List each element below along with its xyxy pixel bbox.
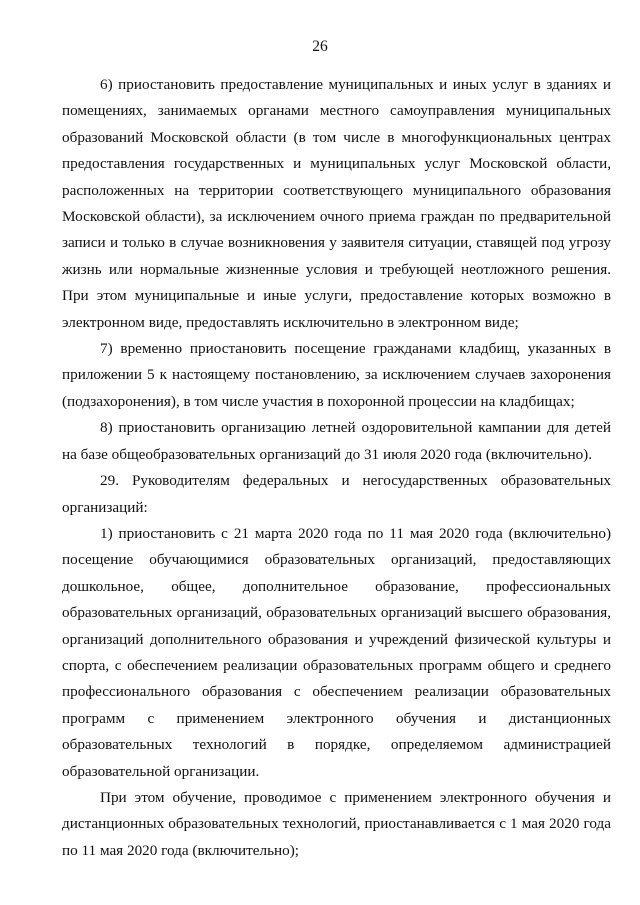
paragraph-item-8: 8) приостановить организацию летней оздоровительной кампании для детей на базе общеобразовательных организаций до 31 июля 2020 года (включительно). <box>62 419 611 463</box>
paragraph-note: При этом обучение, проводимое с применением электронного обучения и дистанционных образовательных технологий, приостанавливается с 1 мая 2020 года по 11 мая 2020 года (включительно); <box>62 788 611 859</box>
paragraph-item-7: 7) временно приостановить посещение гражданами кладбищ, указанных в приложении 5 к настоящему постановлению, за исключением случаев захоронения (подзахоронения), в том числе участия в похоронной процессии на кладбищах; <box>62 340 611 410</box>
paragraph-item-6: 6) приостановить предоставление муниципальных и иных услуг в зданиях и помещениях, занимаемых органами местного самоуправления муниципальных образований Московской области (в том числе в многофункциональных центрах предоставления государственных и муниципальных услуг Московской области, расположенных на территории соответствующего муниципального образования Московской области), за исключением очного приема граждан по предварительной записи и только в случае возникновения у заявителя ситуации, ставящей под угрозу жизнь или нормальные жизненные условия и требующей неотложного решения. При этом муниципальные и иные услуги, предоставление которых возможно в электронном виде, предоставлять исключительно в электронном виде; <box>62 76 611 331</box>
page-number: 26 <box>312 38 328 55</box>
document-body <box>62 72 611 864</box>
paragraph-item-1: 1) приостановить с 21 марта 2020 года по 11 мая 2020 года (включительно) посещение обучающимися образовательных организаций, предоставляющих дошкольное, общее, дополнительное образование, профессиональных образовательных организаций, образовательных организаций высшего образования, организаций дополнительного образования и учреждений физической культуры и спорта, с обеспечением реализации образовательных программ общего и среднего профессионального образования с обеспечением реализации образовательных программ с применением электронного обучения и дистанционных образовательных технологий в порядке, определяемом администрацией образовательной организации. <box>62 524 611 780</box>
paragraph-section-29: 29. Руководителям федеральных и негосударственных образовательных организаций: <box>62 472 611 516</box>
